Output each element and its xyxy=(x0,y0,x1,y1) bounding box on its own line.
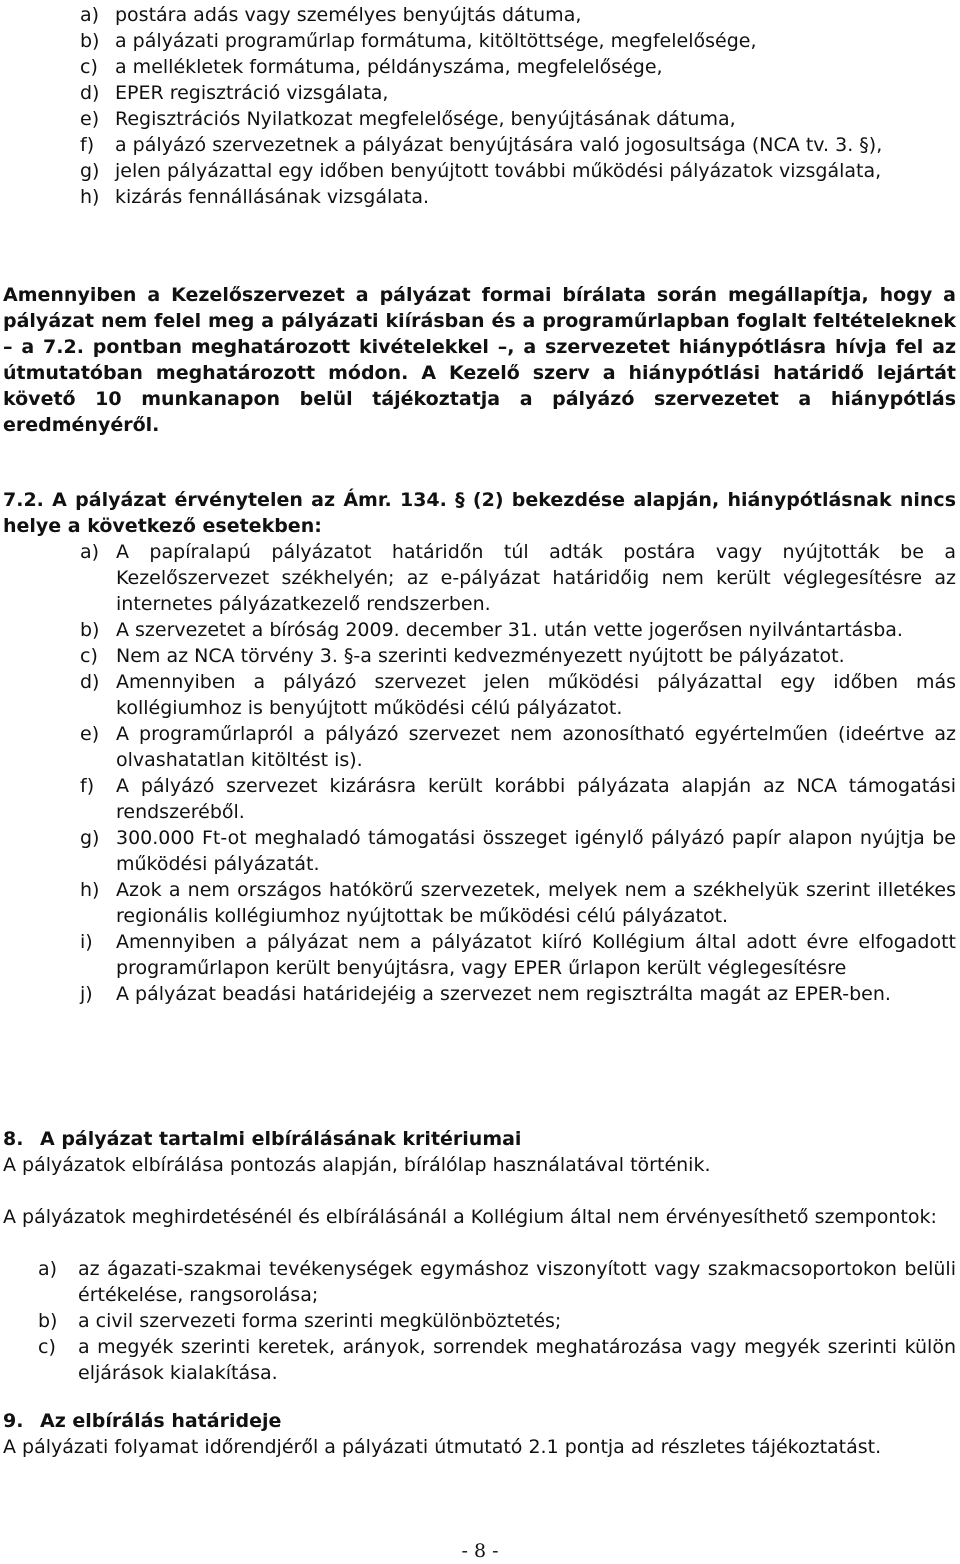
list-item xyxy=(80,877,956,929)
list-marker: b) xyxy=(80,30,100,52)
list-marker: a) xyxy=(38,1258,58,1280)
list-marker: c) xyxy=(80,56,98,78)
list-marker: g) xyxy=(80,160,100,182)
list-marker: i) xyxy=(80,931,93,953)
list-item-text: 300.000 Ft-ot meghaladó támogatási összeget igénylő pályázó papír alapon nyújtja be működési pályázatát. xyxy=(116,827,956,875)
list-item-text: a pályázati programűrlap formátuma, kitöltöttsége, megfelelősége, xyxy=(115,30,757,52)
list-item-text: Azok a nem országos hatókörű szervezetek, melyek nem a székhelyük szerint illetékes regionális kollégiumhoz nyújtottak be működési célú pályázatot. xyxy=(116,879,956,927)
list-item-text: A pályázó szervezet kizárásra került korábbi pályázata alapján az NCA támogatási rendszeréből. xyxy=(116,775,956,823)
section-title: Az elbírálás határideje xyxy=(40,1410,282,1432)
list-marker: f) xyxy=(80,134,95,156)
list-item xyxy=(80,773,956,825)
list-item xyxy=(80,929,956,981)
list-item-text: Nem az NCA törvény 3. §-a szerinti kedvezményezett nyújtott be pályázatot. xyxy=(116,645,845,667)
list-item-text: postára adás vagy személyes benyújtás dátuma, xyxy=(115,4,582,26)
list-marker: a) xyxy=(80,4,100,26)
list-item-text: A szervezetet a bíróság 2009. december 31. után vette jogerősen nyilvántartásba. xyxy=(116,619,903,641)
criteria-list xyxy=(38,1256,956,1386)
list-item-text: Amennyiben a pályázat nem a pályázatot kiíró Kollégium által adott évre elfogadott programűrlapon került benyújtásra, vagy EPER űrlapon került véglegesítésre xyxy=(116,931,956,979)
list-item xyxy=(80,184,956,210)
list-item-text: EPER regisztráció vizsgálata, xyxy=(115,82,389,104)
page-number: - 8 - xyxy=(461,1540,499,1562)
list-marker: d) xyxy=(80,82,100,104)
list-item xyxy=(80,669,956,721)
list-item xyxy=(80,617,956,643)
list-item xyxy=(38,1256,956,1308)
list-item xyxy=(80,80,956,106)
list-marker: b) xyxy=(38,1310,58,1332)
list-marker: h) xyxy=(80,186,100,208)
list-item xyxy=(80,28,956,54)
section-number: 8. xyxy=(3,1128,24,1150)
list-item-text: A pályázat beadási határidejéig a szervezet nem regisztrálta magát az EPER-ben. xyxy=(116,983,891,1005)
list-item xyxy=(80,981,956,1007)
section-number: 9. xyxy=(3,1410,24,1432)
list-item-text: kizárás fennállásának vizsgálata. xyxy=(115,186,430,208)
list-marker: h) xyxy=(80,879,100,901)
list-item xyxy=(38,1334,956,1386)
section-title: A pályázat tartalmi elbírálásának kritériumai xyxy=(40,1128,522,1150)
list-marker: c) xyxy=(38,1336,56,1358)
list-marker: g) xyxy=(80,827,100,849)
section-8-heading xyxy=(3,1126,521,1152)
list-marker: d) xyxy=(80,671,100,693)
list-item-text: a mellékletek formátuma, példányszáma, megfelelősége, xyxy=(115,56,663,78)
deficiency-paragraph: Amennyiben a Kezelőszervezet a pályázat formai bírálata során megállapítja, hogy a pályázat nem felel meg a pályázati kiírásban és a programűrlapban foglalt feltételeknek – a 7.2. pontban meghatározott kivételekkel –, a szervezetet hiánypótlásra hívja fel az útmutatóban meghatározott módon. A Kezelő szerv a hiánypótlási határidő lejártát követő 10 munkanapon belül tájékoztatja a pályázó szervezetet a hiánypótlás eredményéről. xyxy=(3,284,956,436)
list-item xyxy=(80,158,956,184)
list-item xyxy=(80,539,956,617)
section-8-para-1: A pályázatok elbírálása pontozás alapján, bírálólap használatával történik. xyxy=(3,1154,711,1176)
list-item xyxy=(80,54,956,80)
list-marker: c) xyxy=(80,645,98,667)
list-marker: e) xyxy=(80,108,100,130)
section-9-para: A pályázati folyamat időrendjéről a pályázati útmutató 2.1 pontja ad részletes tájékoztatást. xyxy=(3,1436,882,1458)
list-item-text: a megyék szerinti keretek, arányok, sorrendek meghatározása vagy megyék szerinti külön eljárások kialakítása. xyxy=(78,1336,956,1384)
list-item xyxy=(80,106,956,132)
section-8-para-2: A pályázatok meghirdetésénél és elbírálásánál a Kollégium által nem érvényesíthető szempontok: xyxy=(3,1206,937,1228)
list-item-text: Regisztrációs Nyilatkozat megfelelősége, benyújtásának dátuma, xyxy=(115,108,736,130)
list-item-text: a pályázó szervezetnek a pályázat benyújtására való jogosultsága (NCA tv. 3. §), xyxy=(115,134,883,156)
list-item-text: az ágazati-szakmai tevékenységek egymáshoz viszonyított vagy szakmacsoportokon belüli értékelése, rangsorolása; xyxy=(78,1258,956,1306)
list-item xyxy=(80,643,956,669)
list-item-text: A papíralapú pályázatot határidőn túl adták postára vagy nyújtották be a Kezelőszervezet székhelyén; az e-pályázat határidőig nem került véglegesítésre az internetes pályázatkezelő rendszerben. xyxy=(116,541,956,615)
list-item xyxy=(80,2,956,28)
section-9-heading xyxy=(3,1408,281,1434)
list-item xyxy=(80,721,956,773)
list-marker: f) xyxy=(80,775,95,797)
list-marker: e) xyxy=(80,723,100,745)
section-7-2-intro: 7.2. A pályázat érvénytelen az Ámr. 134. § (2) bekezdése alapján, hiánypótlásnak nincs helye a következő esetekben: xyxy=(3,489,956,537)
list-item xyxy=(80,132,956,158)
list-item-text: jelen pályázattal egy időben benyújtott további működési pályázatok vizsgálata, xyxy=(115,160,882,182)
list-item-text: a civil szervezeti forma szerinti megkülönböztetés; xyxy=(78,1310,562,1332)
list-item-text: Amennyiben a pályázó szervezet jelen működési pályázattal egy időben más kollégiumhoz is benyújtott működési célú pályázatot. xyxy=(116,671,956,719)
formal-check-list xyxy=(80,2,956,210)
list-item xyxy=(38,1308,956,1334)
invalidity-cases-list xyxy=(80,539,956,1007)
list-marker: b) xyxy=(80,619,100,641)
list-item xyxy=(80,825,956,877)
list-marker: a) xyxy=(80,541,100,563)
list-item-text: A programűrlapról a pályázó szervezet nem azonosítható egyértelműen (ideértve az olvashatatlan kitöltést is). xyxy=(116,723,956,771)
list-marker: j) xyxy=(80,983,93,1005)
